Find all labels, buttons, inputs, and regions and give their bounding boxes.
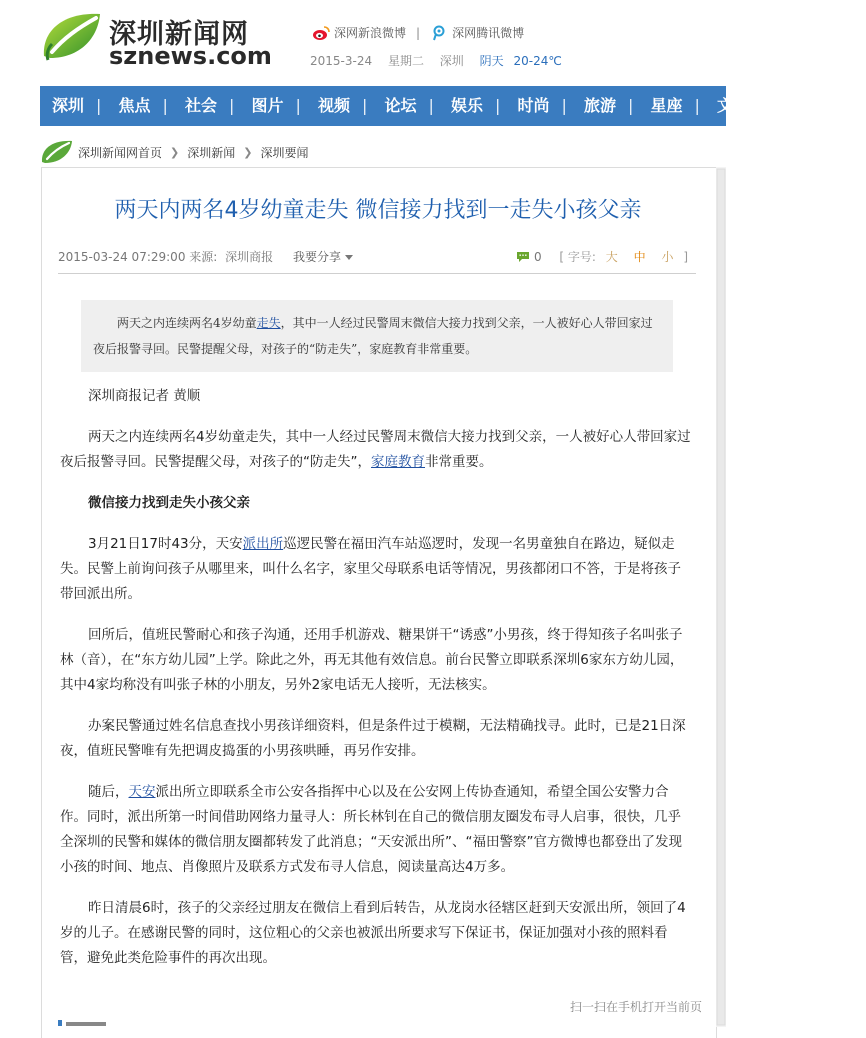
paragraph <box>60 532 692 607</box>
nav-item-video[interactable]: 视频 <box>318 96 351 115</box>
sina-weibo-icon <box>312 25 330 41</box>
comment-bubble-icon[interactable] <box>516 251 530 263</box>
site-header <box>0 0 726 86</box>
logo-english-text: sznews.com <box>109 42 272 70</box>
summary-text-end: ，其中一人经过民警周末微信大接力找到父亲，一人被好心人带回家过夜后报警寻回。民警提醒父母，对孩子的“防走失”，家庭教育非常重要。 <box>93 316 653 356</box>
nav-separator: | <box>362 96 368 115</box>
nav-item-life[interactable]: 生 <box>850 96 866 115</box>
nav-item-society[interactable]: 社会 <box>185 96 218 115</box>
font-size-large-button[interactable]: 大 <box>605 250 618 264</box>
keyword-link-tianan[interactable]: 天安 <box>128 784 156 800</box>
article-source[interactable]: 深圳商报 <box>225 250 274 264</box>
logo-chinese-text: 深圳新闻网 <box>109 19 249 50</box>
nav-item-fashion[interactable]: 时尚 <box>517 96 550 115</box>
nav-separator: | <box>827 96 833 115</box>
paragraph: 昨日清晨6时，孩子的父亲经过朋友在微信上看到后转告，从龙岗水径辖区赶到天安派出所，领回了4岁的儿子。在感谢民警的同时，这位粗心的父亲也被派出所要求写下保证书，保证加强对小孩的照料看管，避免此类危险事件的再次出现。 <box>60 900 686 966</box>
nav-item-culture[interactable]: 文化 <box>717 96 750 115</box>
current-date: 2015-3-24 <box>310 54 373 68</box>
comment-count[interactable]: 0 <box>533 250 542 264</box>
paragraph-text: 非常重要。 <box>425 454 493 470</box>
nav-separator: | <box>96 96 102 115</box>
font-size-medium-button[interactable]: 中 <box>633 250 646 264</box>
font-size-label: [ 字号: <box>559 250 596 264</box>
sina-weibo-link[interactable]: 深网新浪微博 <box>334 26 407 40</box>
site-logo[interactable] <box>40 8 272 70</box>
reporter-byline: 深圳商报记者 黄顺 <box>88 388 201 404</box>
paragraph <box>60 425 692 475</box>
paragraph-text: 3月21日17时43分，天安 <box>88 536 243 552</box>
section-subtitle: 微信接力找到走失小孩父亲 <box>88 495 250 511</box>
nav-separator: | <box>495 96 501 115</box>
nav-separator: | <box>628 96 634 115</box>
paragraph-text: 派出所立即联系全市公安各指挥中心以及在公安网上传协查通知，希望全国公安警力合作。同时，派出所第一时间借助网络力量寻人：所长林钊在自己的微信朋友圈发布寻人启事，很快，几乎全深圳的民警和媒体的微信朋友圈都转发了此消息；“天安派出所”、“福田警察”官方微博也都登出了发现小孩的时间、地点、肖像照片及联系方式发布寻人信息，阅读量高达4万多。 <box>60 784 682 875</box>
nav-separator: | <box>295 96 301 115</box>
nav-item-forum[interactable]: 论坛 <box>384 96 417 115</box>
article-tools <box>516 248 688 265</box>
sznews-leaf-small-icon <box>40 138 74 166</box>
nav-item-food[interactable]: 美食 <box>783 96 816 115</box>
caret-down-icon <box>345 255 353 260</box>
weather-city: 深圳 <box>439 54 464 68</box>
breadcrumb <box>40 138 308 166</box>
main-nav <box>40 86 866 126</box>
keyword-link-family-education[interactable]: 家庭教育 <box>371 454 425 470</box>
paragraph <box>60 780 692 880</box>
tencent-weibo-link[interactable]: 深网腾讯微博 <box>452 26 525 40</box>
nav-item-photos[interactable]: 图片 <box>251 96 284 115</box>
date-weather-bar <box>310 52 562 69</box>
font-size-close-bracket: ] <box>683 250 688 264</box>
breadcrumb-chevron-icon: ❯ <box>170 145 180 159</box>
weibo-divider: | <box>416 25 421 40</box>
breadcrumb-news-link[interactable]: 深圳新闻 <box>187 145 236 160</box>
nav-separator: | <box>428 96 434 115</box>
share-dropdown[interactable] <box>293 248 353 265</box>
summary-keyword-link[interactable]: 走失 <box>256 316 281 330</box>
paragraph-text: 巡逻民警在福田汽车站巡逻时，发现一名男童独自在路边，疑似走失。民警上前询问孩子从哪里来，叫什么名字，家里父母联系电话等情况，男孩都闭口不答，于是将孩子带回派出所。 <box>60 536 681 602</box>
nav-item-focus[interactable]: 焦点 <box>118 96 151 115</box>
font-size-small-button[interactable]: 小 <box>661 250 674 264</box>
nav-item-shenzhen[interactable]: 深圳 <box>52 96 85 115</box>
summary-text-start: 两天之内连续两名4岁幼童 <box>117 316 257 330</box>
nav-separator: | <box>561 96 567 115</box>
source-label: 来源: <box>189 250 218 264</box>
nav-separator: | <box>229 96 235 115</box>
paragraph: 回所后，值班民警耐心和孩子沟通，还用手机游戏、糖果饼干“诱惑”小男孩，终于得知孩子名叫张子林（音），在“东方幼儿园”上学。除此之外，再无其他有效信息。前台民警立即联系深圳6家东方幼儿园，其中4家均称没有叫张子林的小朋友，另外2家电话无人接听，无法核实。 <box>60 627 684 693</box>
summary-text <box>93 310 661 362</box>
current-weekday: 星期二 <box>387 54 424 68</box>
page-scrollbar[interactable] <box>716 167 726 1027</box>
weather-condition: 阴天 <box>479 54 504 68</box>
article-summary <box>81 300 673 372</box>
article-body <box>60 384 692 987</box>
related-section-marker <box>58 1020 118 1026</box>
share-label: 我要分享 <box>293 250 342 264</box>
meta-divider <box>58 273 696 274</box>
nav-separator: | <box>162 96 168 115</box>
breadcrumb-headlines-link[interactable]: 深圳要闻 <box>260 145 309 160</box>
weather-temperature: 20-24℃ <box>513 54 562 68</box>
paragraph-text: 随后， <box>88 784 129 800</box>
article-meta <box>58 248 698 270</box>
article-title: 两天内两名4岁幼童走失 微信接力找到一走失小孩父亲 <box>114 198 642 223</box>
weibo-links <box>312 24 524 41</box>
breadcrumb-home-link[interactable]: 深圳新闻网首页 <box>78 145 163 160</box>
keyword-link-police-station[interactable]: 派出所 <box>242 536 284 552</box>
paragraph: 办案民警通过姓名信息查找小男孩详细资料，但是条件过于模糊，无法精确找寻。此时，已是21日深夜，值班民警唯有先把调皮捣蛋的小男孩哄睡，再另作安排。 <box>60 718 686 759</box>
nav-item-travel[interactable]: 旅游 <box>584 96 617 115</box>
tencent-weibo-icon <box>430 25 448 41</box>
sznews-leaf-logo-icon <box>40 8 106 64</box>
nav-separator: | <box>761 96 767 115</box>
nav-separator: | <box>694 96 700 115</box>
qr-scan-hint[interactable]: 扫一扫在手机打开当前页 <box>570 1000 703 1014</box>
article-datetime: 2015-03-24 07:29:00 <box>58 250 186 264</box>
nav-item-horoscope[interactable]: 星座 <box>650 96 683 115</box>
nav-item-entertainment[interactable]: 娱乐 <box>451 96 484 115</box>
paragraph-text: 两天之内连续两名4岁幼童走失，其中一人经过民警周末微信大接力找到父亲，一人被好心人带回家过夜后报警寻回。民警提醒父母，对孩子的“防走失”， <box>60 429 691 470</box>
breadcrumb-chevron-icon: ❯ <box>243 145 253 159</box>
